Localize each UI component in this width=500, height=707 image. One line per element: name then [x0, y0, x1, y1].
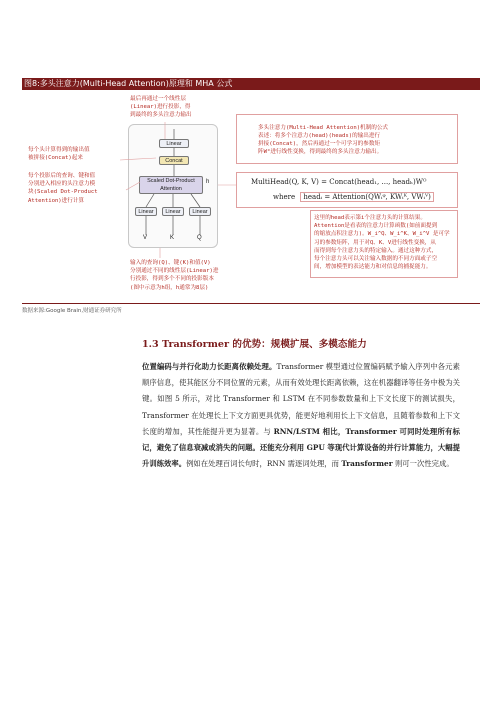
annotation-bottom: 输入的查询(Q)、键(K)和值(V) 分别通过不同的线性层(Linear)进 行投影，得到多个不同的投影版本 (图中示意为h组，h通常为8层) [130, 260, 219, 291]
sdpa-line1: Scaled Dot-Product [147, 178, 195, 184]
annotation-left-concat: 每个头计算得到的输出值 被拼接(Concat)起来 [28, 147, 90, 162]
linear-k-block: Linear [162, 207, 184, 216]
paragraph-text-1: Transformer 模型通过位置编码赋予输入序列中各元素顺序信息，使其能区分不同位置的元素，从而有效处理长距离依赖，这在机器翻译等任务中极为关键。如图 5 所示，对比 Transformer 和 LSTM 在不同参数数量和上下文长度下的测试损失，Transformer 在处理长上下文方面更具优势，能更好地利用长上下文信息，且随着参数和上下文长度的增加，其性能提升更为显著。与 [142, 362, 460, 436]
formula-where: where [273, 193, 296, 201]
annotation-left-sdpa: 每个投影后的查询、键和值 分别进入相应的头注意力模 块(Scaled Dot-Product Attention)进行计算 [28, 173, 98, 204]
sdpa-line2: Attention [160, 185, 182, 192]
figure-source: 数据来源:Google Brain,财通证券研究所 [22, 308, 122, 314]
figure-bottom-rule [22, 303, 480, 304]
body-paragraph [142, 359, 460, 472]
concat-block: Concat [159, 156, 189, 165]
paragraph-text-3: 则可一次性完成。 [392, 459, 454, 469]
paragraph-bold-2: Transformer [341, 459, 393, 469]
input-q: Q [197, 235, 202, 241]
annotation-right-title: 多头注意力(Multi-Head Attention)机制的公式 [258, 125, 389, 131]
paragraph-text-2: 例如在处理百词长句时，RNN 需逐词处理，而 [186, 459, 342, 469]
input-v: V [143, 235, 148, 241]
linear-q-block: Linear [189, 207, 211, 216]
paragraph-bold-1: RNN/LSTM 相比，Transformer 可同时处理所有标记，避免了信息衰减或消失的问题。还能充分利用 GPU 等现代计算设备的并行计算能力，大幅提升训练效率。 [142, 426, 460, 469]
linear-top-block: Linear [159, 139, 189, 148]
annotation-top: 最后再通过一个线性层 (Linear)进行投影，得 到最终的多头注意力输出 [130, 96, 192, 119]
input-k: K [170, 235, 175, 241]
formula-line2 [273, 193, 434, 201]
annotation-right-desc: 表述：将多个注意力(head)(heads)的输出进行 拼接(Concat)，然后再通过一个可学习的参数矩 阵W°进行线性变换，得到最终的多头注意力输出。 [258, 133, 383, 156]
figure-title: 图8:多头注意力(Multi-Head Attention)原理和 MHA 公式 [24, 79, 233, 88]
formula-head: headᵢ = Attention(QWᵢᵠ, KWᵢᴷ, VWᵢⱽ) [300, 192, 434, 202]
paragraph-lead: 位置编码与并行化助力长距离依赖处理。 [142, 362, 277, 371]
formula-box [236, 172, 458, 208]
annotation-right-bottom: 这里的head表示第i个注意力头的计算结果。 Attention是看表的注意力计算函数(如前面提到 的缩放点积注意力)。W_i^Q、W_i^K、W_i^V 是可学 习的参数矩阵，用于对Q、K、V进行线性变换，从 而得到每个注意力头的特定输入。通过这种方式， 每个注意力头可以关注输入数据的不同方面或子空 间，增加模型的表达能力和对信息的捕捉能力。 [314, 215, 450, 271]
section-heading: 1.3 Transformer 的优势：规模扩展、多模态能力 [142, 339, 367, 350]
linear-v-block: Linear [135, 207, 157, 216]
formula-line1: MultiHead(Q, K, V) = Concat(head₁, ..., headₕ)Wᴼ [251, 178, 427, 186]
head-count-label: h [206, 179, 210, 185]
